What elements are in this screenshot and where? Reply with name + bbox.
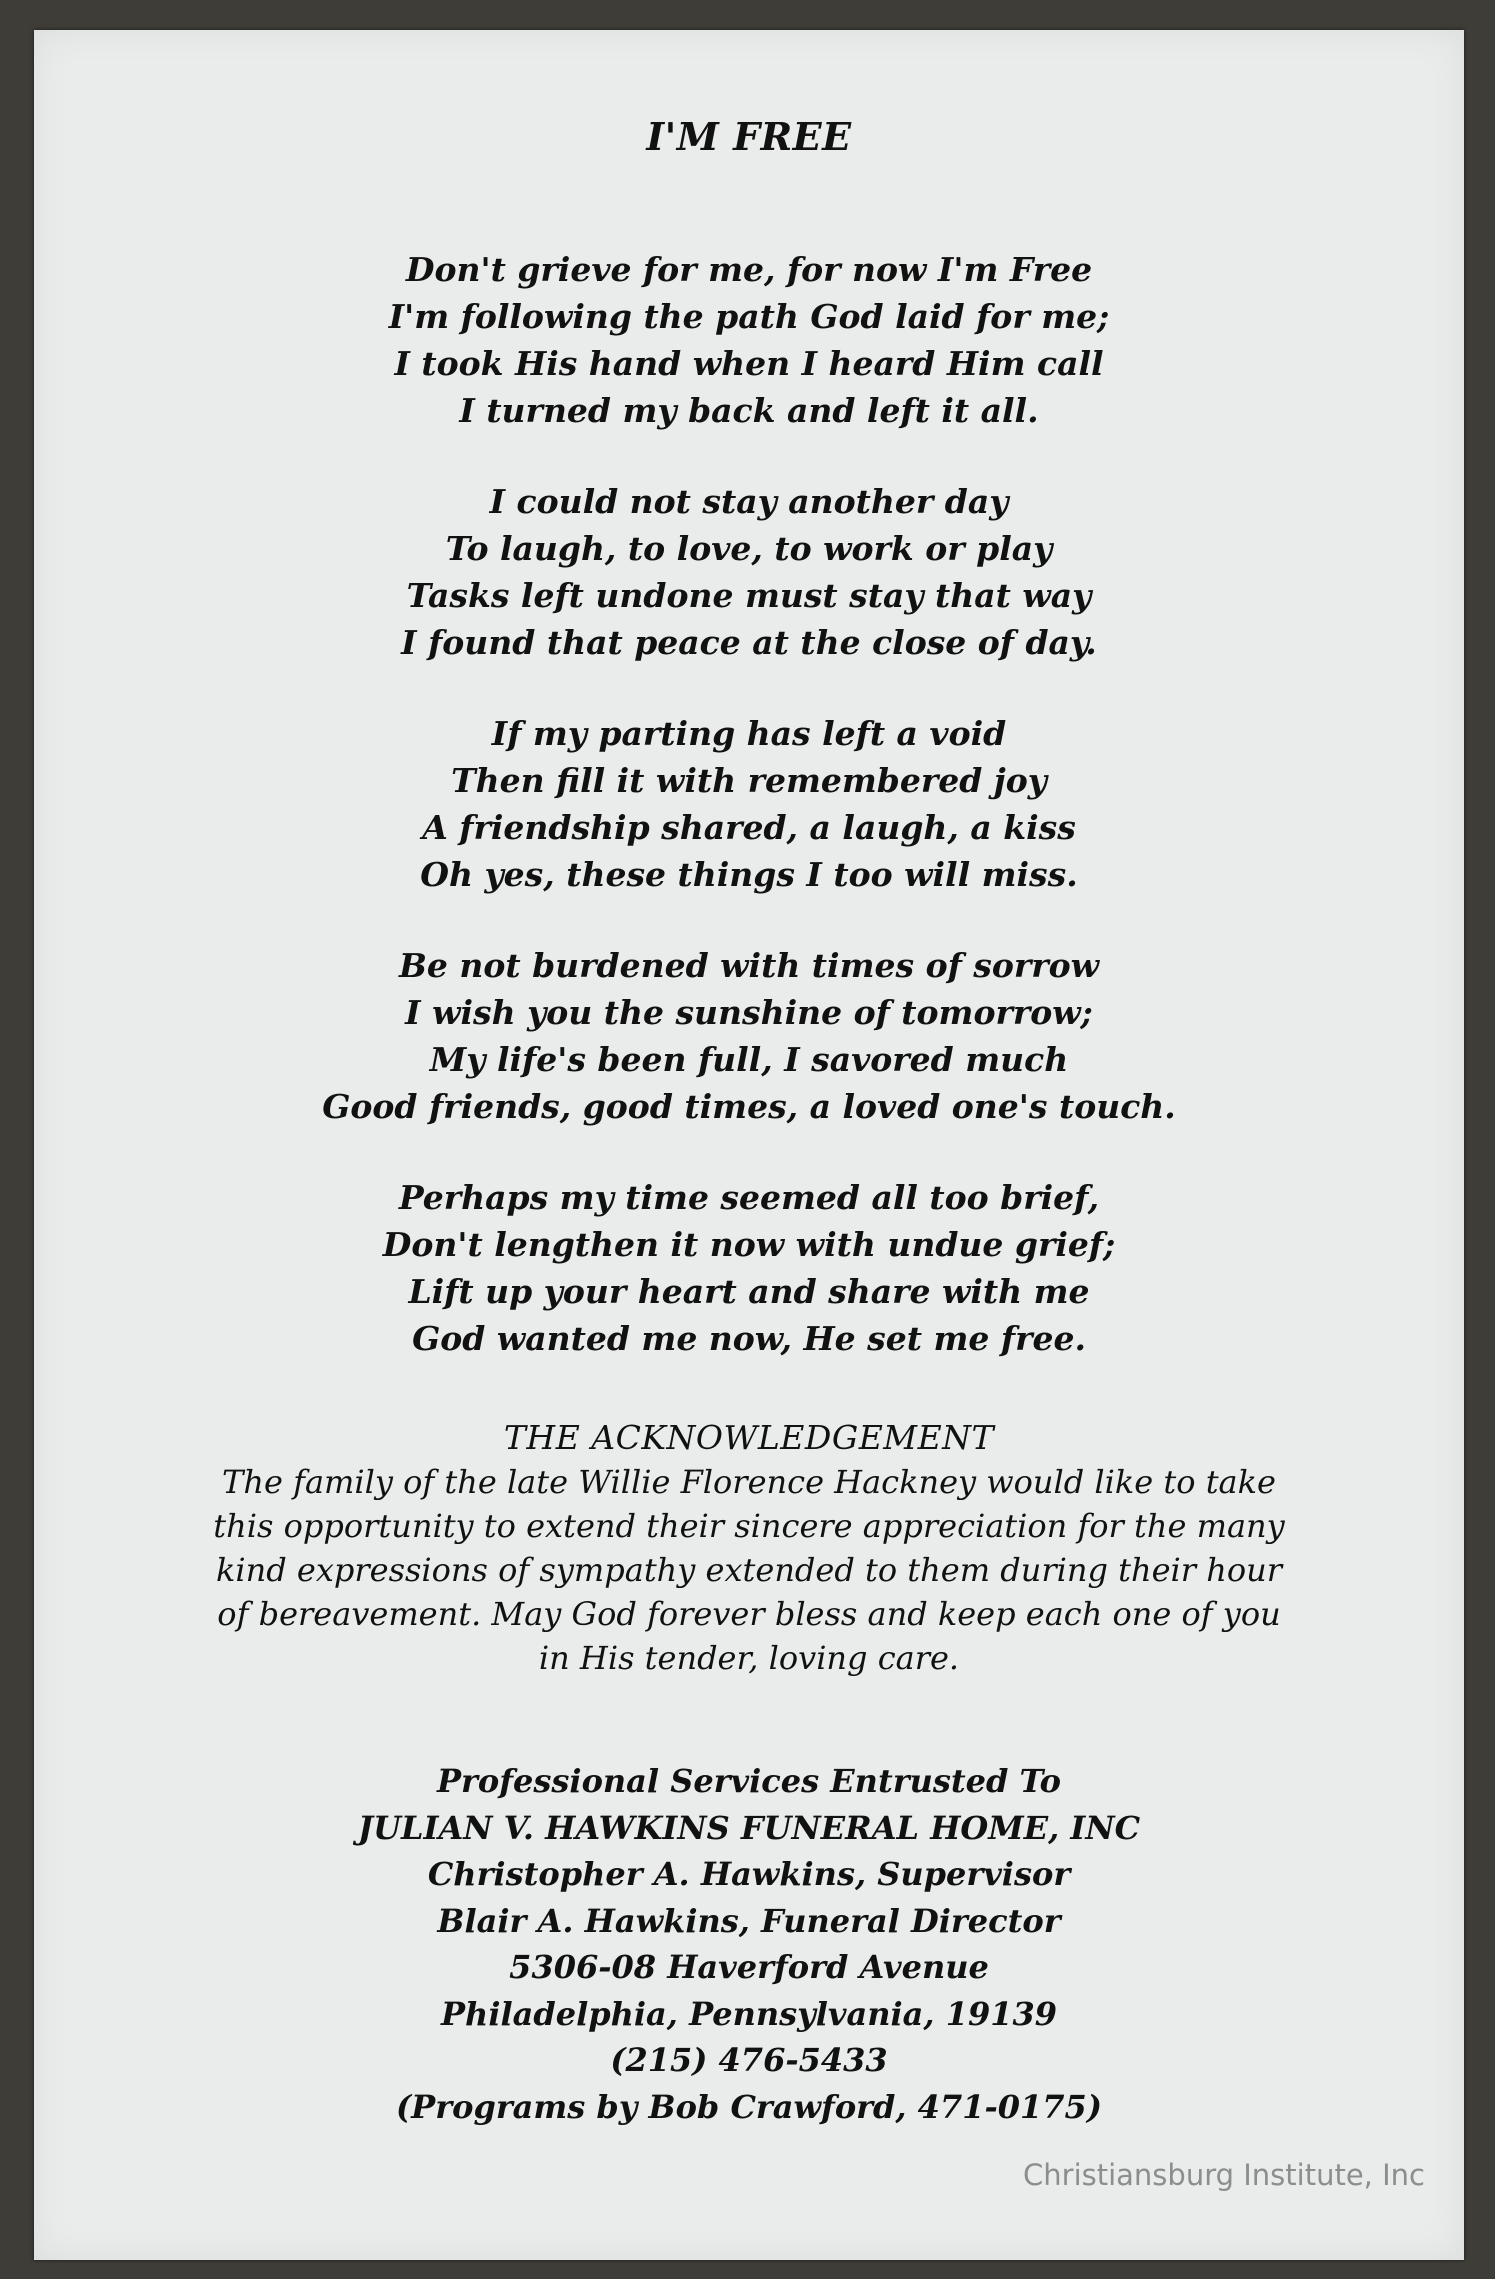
services-heading: Professional Services Entrusted To — [436, 1762, 1061, 1800]
acknowledgement-line: of bereavement. May God forever bless and keep each one of you — [217, 1595, 1281, 1633]
funeral-home-name: JULIAN V. HAWKINS FUNERAL HOME, INC — [357, 1808, 1141, 1847]
poem-line: To laugh, to love, to work or play — [445, 529, 1053, 568]
poem-line: Then fill it with remembered joy — [451, 761, 1047, 800]
poem-line: God wanted me now, He set me free. — [412, 1319, 1086, 1358]
phone-number: (215) 476-5433 — [610, 2041, 888, 2079]
funeral-director: Blair A. Hawkins, Funeral Director — [437, 1901, 1061, 1940]
poem-line: I wish you the sunshine of tomorrow; — [405, 993, 1093, 1032]
document-page — [34, 30, 1464, 2260]
poem-line: I could not stay another day — [489, 482, 1009, 521]
poem-line: Oh yes, these things I too will miss. — [420, 855, 1078, 894]
poem-line: Good friends, good times, a loved one's touch. — [322, 1087, 1176, 1126]
poem-stanza — [34, 942, 1464, 1130]
poem-title: I'M FREE — [646, 114, 852, 159]
poem-line: Tasks left undone must stay that way — [406, 576, 1092, 615]
poem-line: I found that peace at the close of day. — [401, 623, 1097, 662]
poem-stanza — [34, 710, 1464, 898]
acknowledgement-line: this opportunity to extend their sincere appreciation for the many — [213, 1507, 1285, 1545]
poem-line: Don't lengthen it now with undue grief; — [382, 1225, 1116, 1264]
poem-line: I turned my back and left it all. — [459, 391, 1039, 430]
supervisor: Christopher A. Hawkins, Supervisor — [427, 1855, 1071, 1893]
poem-line: My life's been full, I savored much — [429, 1040, 1069, 1079]
watermark: Christiansburg Institute, Inc — [1023, 2158, 1425, 2192]
poem-stanza — [34, 1174, 1464, 1362]
poem-line: A friendship shared, a laugh, a kiss — [422, 808, 1076, 847]
acknowledgement-line: in His tender, loving care. — [538, 1639, 960, 1677]
poem-line: Perhaps my time seemed all too brief, — [398, 1178, 1100, 1217]
street-address: 5306-08 Haverford Avenue — [509, 1948, 989, 1986]
poem-line: I took His hand when I heard Him call — [394, 344, 1104, 383]
acknowledgement-body — [34, 1460, 1464, 1680]
poem-line: Be not burdened with times of sorrow — [398, 946, 1100, 985]
poem-line: I'm following the path God laid for me; — [388, 297, 1110, 336]
programs-credit: (Programs by Bob Crawford, 471-0175) — [396, 2087, 1102, 2126]
poem-stanza — [34, 246, 1464, 434]
city-state-zip: Philadelphia, Pennsylvania, 19139 — [440, 1994, 1058, 2033]
acknowledgement-line: kind expressions of sympathy extended to them during their hour — [215, 1551, 1282, 1589]
poem-stanza — [34, 478, 1464, 666]
funeral-services-block — [34, 1758, 1464, 2130]
acknowledgement-line: The family of the late Willie Florence Hackney would like to take — [222, 1463, 1276, 1501]
acknowledgement-title: THE ACKNOWLEDGEMENT — [503, 1418, 995, 1457]
poem-line: If my parting has left a void — [491, 714, 1007, 753]
poem-line: Don't grieve for me, for now I'm Free — [405, 250, 1093, 289]
poem-line: Lift up your heart and share with me — [408, 1272, 1090, 1311]
